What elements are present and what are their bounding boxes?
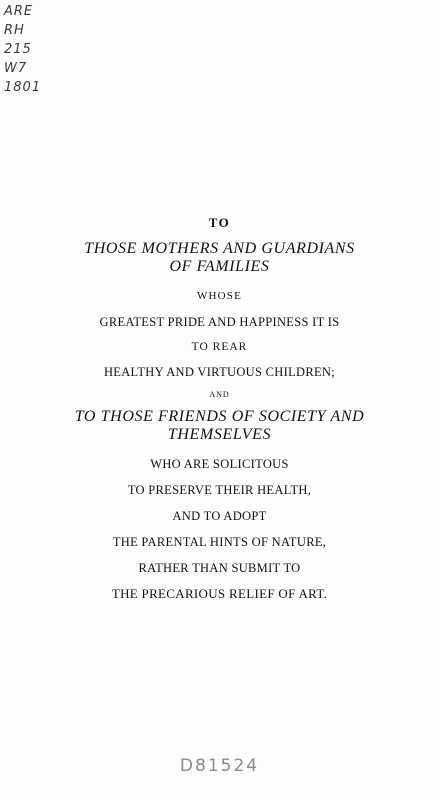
dedication-line-rather: RATHER THAN SUBMIT TO [138, 561, 301, 575]
shelfmark-line: 215 [4, 42, 32, 57]
shelfmark-line: RH [4, 23, 25, 38]
library-stamp: D81524 [179, 756, 260, 776]
dedication-line-precarious: THE PRECARIOUS RELIEF OF ART. [111, 586, 328, 601]
dedication-line-friends: TO THOSE FRIENDS OF SOCIETY AND [74, 408, 365, 425]
shelfmark-line: W7 [4, 61, 28, 76]
dedication-line-greatest: GREATEST PRIDE AND HAPPINESS IT IS [99, 315, 340, 329]
shelfmark-line: 1801 [4, 80, 42, 95]
handwritten-shelfmark [4, 2, 64, 97]
dedication-to: TO [208, 215, 231, 230]
shelfmark-line: ARE [4, 4, 34, 19]
dedication-line-families: OF FAMILIES [169, 258, 270, 275]
dedication-line-to-rear: TO REAR [191, 341, 248, 353]
dedication-line-themselves: THEMSELVES [167, 426, 272, 443]
dedication-line-whose: WHOSE [196, 290, 243, 302]
dedication-line-parental: THE PARENTAL HINTS OF NATURE, [112, 535, 327, 549]
dedication-line-and: AND [209, 390, 230, 399]
dedication-text [0, 205, 439, 601]
dedication-line-preserve: TO PRESERVE THEIR HEALTH, [127, 483, 312, 497]
dedication-line-adopt: AND TO ADOPT [172, 509, 267, 523]
dedication-line-healthy: HEALTHY AND VIRTUOUS CHILDREN; [103, 365, 336, 379]
dedication-line-mothers: THOSE MOTHERS AND GUARDIANS [84, 240, 355, 257]
dedication-line-who: WHO ARE SOLICITOUS [150, 457, 289, 471]
